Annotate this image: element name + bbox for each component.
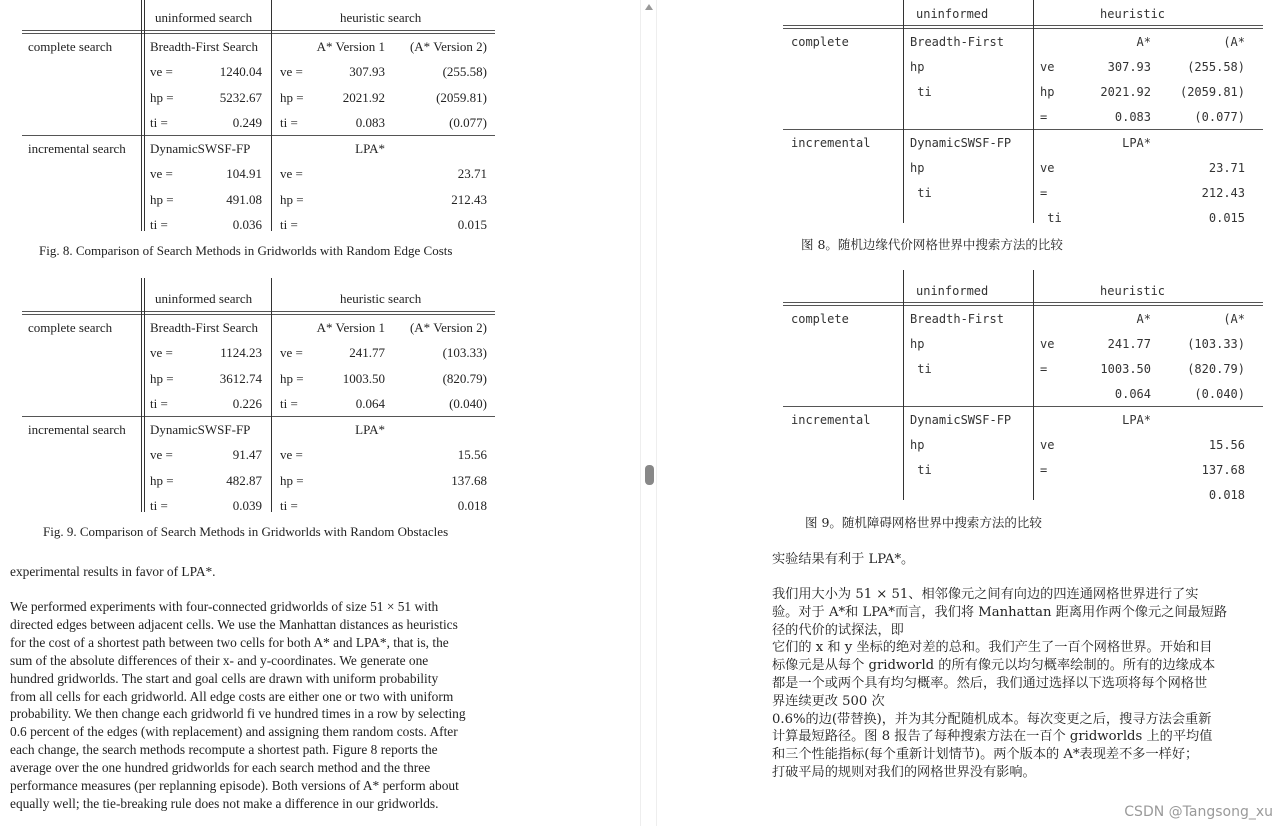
table-header-row (22, 8, 495, 28)
table-cell: ve = (280, 345, 303, 360)
table-cell: DynamicSWSF-FP (910, 135, 1012, 150)
header-rule (22, 30, 495, 34)
table-cell: 1124.23 (220, 345, 262, 360)
table-cell: (A* (1223, 312, 1245, 327)
table-cell: 0.064 (355, 396, 385, 411)
table-cell: complete (791, 312, 849, 327)
table-cell: 15.56 (1208, 437, 1245, 452)
column-header-heuristic: heuristic (1100, 7, 1166, 21)
figure-caption: 图 9。随机障碍网格世界中搜索方法的比较 (805, 515, 1042, 530)
paragraph-line: hundred gridworlds. The start and goal cells are drawn with uniform probability (10, 670, 439, 686)
table-cell: ti = (280, 217, 298, 232)
table-cell: 15.56 (457, 447, 487, 462)
table-cell: 212.43 (451, 191, 487, 207)
header-rule (22, 311, 495, 315)
table-cell: 0.015 (457, 217, 487, 232)
table-cell: LPA* (1122, 135, 1151, 150)
watermark: CSDN @Tangsong_xu (1124, 804, 1273, 820)
paragraph-line: 界连续更改 500 次 (772, 693, 885, 709)
table-cell: ti = (150, 396, 168, 411)
table-cell: 0.226 (232, 396, 262, 411)
table-row (22, 88, 495, 108)
table-cell: (0.040) (1194, 387, 1245, 402)
table-cell: (2059.81) (1179, 85, 1245, 100)
table-cell: hp = (150, 191, 174, 207)
table-cell: ve = (150, 345, 173, 360)
table-row (22, 190, 495, 210)
table-row (783, 32, 1263, 52)
table-cell: 2021.92 (342, 89, 385, 105)
table-cell: DynamicSWSF-FP (150, 140, 251, 156)
table-cell: incremental search (28, 140, 126, 156)
table-cell: 5232.67 (219, 89, 262, 105)
column-rule (271, 0, 272, 231)
section-rule (22, 416, 495, 417)
table-cell: ti = (150, 217, 168, 232)
column-rule (1033, 270, 1034, 500)
table-cell: 0.083 (355, 115, 385, 130)
table-row (783, 183, 1263, 203)
paragraph-line: 计算最短路径。图 8 报告了每种搜索方法在一百个 gridworlds 上的平均值 (772, 729, 1213, 745)
section-rule (783, 406, 1263, 407)
column-rule (1033, 0, 1034, 223)
table-cell: ti (1040, 210, 1062, 225)
table-cell: 212.43 (1201, 185, 1245, 200)
table-cell: hp (910, 337, 925, 352)
table-cell: DynamicSWSF-FP (910, 412, 1012, 427)
paragraph-line: 和三个性能指标(每个重新计划情节)。两个版本的 A*表现差不多一样好； (772, 747, 1199, 763)
section-rule (22, 135, 495, 136)
table-cell: A* (1136, 35, 1151, 50)
column-header-heuristic: heuristic search (340, 10, 422, 25)
paragraph-line: 实验结果有利于 LPA*。 (772, 552, 915, 567)
table-row (783, 334, 1263, 354)
table-cell: 307.93 (1107, 60, 1151, 75)
paragraph-line: 0.6 percent of the edges (with replacement) and assigning them random costs. After (10, 724, 458, 740)
table-cell: ti = (280, 498, 298, 513)
table-row (783, 359, 1263, 379)
table-cell: (103.33) (442, 345, 487, 360)
figure-caption: Fig. 9. Comparison of Search Methods in Gridworlds with Random Obstacles (43, 524, 449, 539)
table-cell: (103.33) (1187, 337, 1245, 352)
column-header-uninformed: uninformed search (155, 10, 253, 25)
header-rule (783, 302, 1263, 306)
table-cell: hp = (150, 370, 174, 386)
table-cell: = (1040, 462, 1048, 477)
table-cell: ve = (150, 166, 173, 181)
table-cell: complete search (28, 38, 113, 54)
table-cell: hp = (150, 89, 174, 105)
table-cell: ve (1040, 60, 1055, 75)
table-header-row (783, 4, 1263, 24)
table-row (22, 343, 495, 363)
table-row (783, 460, 1263, 480)
table-row (22, 394, 495, 414)
table-cell: (A* (1223, 35, 1245, 50)
table-cell: (0.040) (449, 396, 487, 411)
table-cell: ve = (280, 447, 303, 462)
table-cell: (2059.81) (436, 89, 487, 105)
table-cell: 241.77 (1107, 337, 1151, 352)
paragraph-line: average over the one hundred gridworlds for each search method and the three (10, 760, 431, 776)
paragraph-line: 打破平局的规则对我们的网格世界没有影响。 (772, 765, 1036, 780)
paragraph-line: sum of the absolute differences of their x- and y-coordinates. We generate one (10, 652, 429, 668)
table-cell: ve = (280, 64, 303, 79)
column-rule (903, 0, 904, 223)
column-rule (271, 278, 272, 512)
table-cell: ve = (150, 447, 173, 462)
table-cell: 104.91 (226, 166, 262, 181)
table-cell: 91.47 (232, 447, 262, 462)
table-cell: 0.083 (1114, 110, 1151, 125)
table-cell: (0.077) (1194, 110, 1245, 125)
table-cell: (820.79) (1187, 362, 1245, 377)
table-header-row (22, 289, 495, 309)
table-row (783, 384, 1263, 404)
table-cell: 241.77 (349, 345, 385, 360)
column-header-heuristic: heuristic (1100, 284, 1166, 298)
table-cell: A* (1136, 312, 1151, 327)
column-rule (903, 270, 904, 500)
paragraph-line: equally well; the tie-breaking rule does not make a difference in our gridworlds. (10, 795, 439, 811)
table-row (22, 318, 495, 338)
table-cell: ti (910, 185, 932, 200)
table-cell: ti = (280, 115, 298, 130)
table-cell: hp = (280, 191, 304, 207)
table-cell: = (1040, 110, 1048, 125)
paragraph-line: each change, the search methods recompute a shortest path. Figure 8 reports the (10, 742, 438, 758)
table-cell: 0.018 (1208, 487, 1245, 502)
table-row (22, 369, 495, 389)
table-cell: ve (1040, 337, 1055, 352)
table-cell: A* Version 1 (316, 319, 385, 335)
table-cell: Breadth-First (910, 312, 1004, 327)
paragraph-line: We performed experiments with four-connected gridworlds of size 51 × 51 with (10, 599, 439, 614)
table-row (22, 139, 495, 159)
comparison-table (22, 5, 495, 241)
table-row (783, 57, 1263, 77)
table-row (22, 164, 495, 184)
paragraph-line: directed edges between adjacent cells. We use the Manhattan distances as heuristics (10, 616, 458, 632)
table-cell: DynamicSWSF-FP (150, 421, 251, 437)
table-cell: 23.71 (457, 166, 487, 181)
table-cell: 1003.50 (1100, 362, 1151, 377)
table-header-row (783, 281, 1263, 301)
table-cell: 1240.04 (219, 64, 262, 79)
table-cell: LPA* (1122, 412, 1151, 427)
table-row (22, 62, 495, 82)
table-cell: LPA* (355, 140, 385, 156)
paragraph-line: probability. We then change each gridworld fi ve hundred times in a row by selecting (10, 706, 466, 722)
paragraph-line: 它们的 x 和 y 坐标的绝对差的总和。我们产生了一百个网格世界。开始和目 (772, 640, 1213, 656)
table-cell: hp (910, 437, 925, 452)
table-row (22, 420, 495, 440)
column-rule (141, 278, 145, 512)
table-cell: A* Version 1 (316, 38, 385, 54)
table-cell: 3612.74 (219, 370, 262, 386)
table-cell: ve (1040, 437, 1055, 452)
table-row (22, 215, 495, 235)
scrollbar-thumb[interactable] (645, 465, 654, 485)
table-cell: (0.077) (449, 115, 487, 130)
table-row (22, 37, 495, 57)
table-cell: 0.015 (1208, 210, 1245, 225)
table-cell: hp = (280, 472, 304, 488)
table-cell: = (1040, 185, 1048, 200)
translated-page (657, 0, 1283, 826)
table-cell: 23.71 (1208, 160, 1245, 175)
table-row (22, 471, 495, 491)
paragraph-line: performance measures (per replanning episode). Both versions of A* perform about (10, 778, 459, 793)
scrollbar[interactable] (640, 0, 657, 826)
table-cell: 0.064 (1114, 387, 1151, 402)
column-header-heuristic: heuristic search (340, 291, 422, 306)
table-row (783, 208, 1263, 228)
paragraph-line: 径的代价的试探法，即 (772, 622, 904, 638)
table-row (783, 309, 1263, 329)
comparison-table (22, 286, 495, 522)
table-cell: 482.87 (226, 472, 262, 488)
paragraph-line: 都是一个或两个具有均匀概率。然后，我们通过选择以下选项将每个网格世 (772, 676, 1208, 691)
table-cell: 491.08 (226, 191, 262, 207)
table-cell: Breadth-First Search (150, 38, 258, 54)
table-cell: (A* Version 2) (409, 319, 487, 335)
table-cell: ti (910, 85, 932, 100)
table-row (783, 410, 1263, 430)
table-cell: 0.249 (232, 115, 262, 130)
table-row (22, 445, 495, 465)
table-cell: incremental search (28, 421, 126, 437)
table-cell: (820.79) (442, 370, 487, 386)
table-cell: = (1040, 362, 1048, 377)
table-cell: (255.58) (1187, 60, 1245, 75)
table-cell: ve = (280, 166, 303, 181)
table-cell: incremental (791, 135, 871, 150)
table-row (22, 113, 495, 133)
table-cell: hp = (280, 89, 304, 105)
table-cell: 307.93 (349, 64, 385, 79)
header-rule (783, 25, 1263, 29)
table-cell: ti = (150, 498, 168, 513)
table-row (783, 435, 1263, 455)
paragraph-line: 0.6%的边(带替换)，并为其分配随机成本。每次变更之后，搜寻方法会重新 (772, 711, 1212, 727)
table-cell: 137.68 (451, 472, 487, 488)
table-cell: hp (910, 60, 925, 75)
section-rule (783, 129, 1263, 130)
table-row (22, 496, 495, 516)
table-cell: 0.039 (232, 498, 262, 513)
table-cell: (A* Version 2) (409, 38, 487, 54)
scroll-up-arrow-icon[interactable] (645, 4, 653, 10)
table-cell: (255.58) (442, 64, 487, 79)
paragraph-line: experimental results in favor of LPA*. (10, 564, 216, 579)
table-cell: 2021.92 (1100, 85, 1151, 100)
figure-caption: Fig. 8. Comparison of Search Methods in Gridworlds with Random Edge Costs (39, 243, 453, 258)
table-cell: hp (910, 160, 925, 175)
table-row (783, 107, 1263, 127)
table-cell: 0.036 (232, 217, 262, 232)
original-page (0, 0, 640, 826)
table-row (783, 82, 1263, 102)
table-cell: ti (910, 462, 932, 477)
table-cell: 1003.50 (342, 370, 385, 386)
table-cell: ti (910, 362, 932, 377)
column-rule (141, 0, 145, 231)
paragraph-line: for the cost of a shortest path between two cells for both A* and LPA*, that is, the (10, 634, 449, 650)
table-cell: Breadth-First Search (150, 319, 258, 335)
table-cell: ti = (280, 396, 298, 411)
table-cell: 137.68 (1201, 462, 1245, 477)
table-cell: hp = (150, 472, 174, 488)
figure-caption: 图 8。随机边缘代价网格世界中搜索方法的比较 (801, 237, 1063, 252)
table-cell: 0.018 (457, 498, 487, 513)
comparison-table (783, 1, 1263, 233)
table-cell: LPA* (355, 421, 385, 437)
paragraph-line: 标像元是从每个 gridworld 的所有像元以均匀概率绘制的。所有的边缘成本 (772, 658, 1216, 674)
table-row (783, 133, 1263, 153)
table-cell: complete (791, 35, 849, 50)
column-header-uninformed: uninformed (916, 284, 989, 298)
table-cell: complete search (28, 319, 113, 335)
table-cell: ve (1040, 160, 1055, 175)
table-cell: Breadth-First (910, 35, 1004, 50)
paragraph-line: 验。对于 A*和 LPA*而言，我们将 Manhattan 距离用作两个像元之间最短路 (772, 604, 1228, 620)
table-cell: hp (1040, 85, 1055, 100)
table-cell: ti = (150, 115, 168, 130)
table-row (783, 485, 1263, 505)
column-header-uninformed: uninformed search (155, 291, 253, 306)
comparison-table (783, 278, 1263, 510)
paragraph-line: from all cells for each gridworld. All edge costs are either one or two with uniform (10, 688, 454, 704)
table-cell: ve = (150, 64, 173, 79)
table-cell: hp = (280, 370, 304, 386)
table-cell: incremental (791, 412, 871, 427)
column-header-uninformed: uninformed (916, 7, 989, 21)
paragraph-line: 我们用大小为 51 × 51、相邻像元之间有向边的四连通网格世界进行了实 (772, 587, 1199, 602)
table-row (783, 158, 1263, 178)
